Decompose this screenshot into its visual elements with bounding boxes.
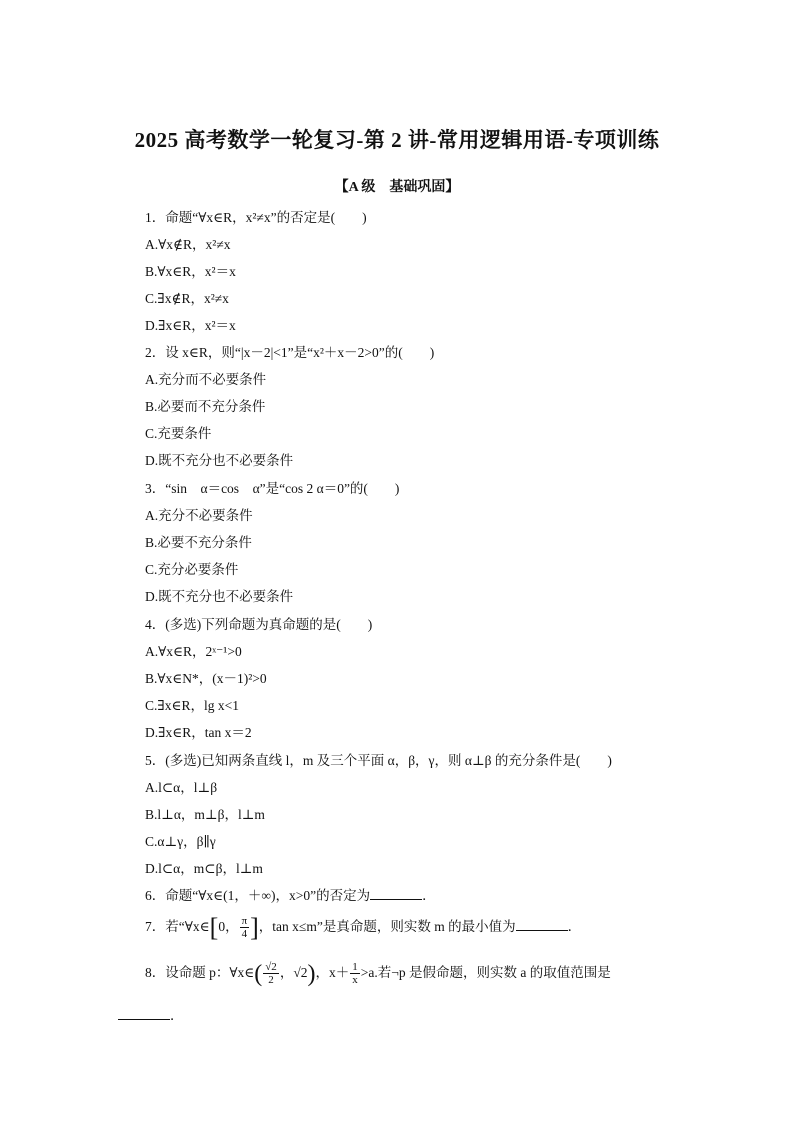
q6-answer-blank[interactable] (370, 887, 422, 900)
q4-stem: 4．(多选)下列命题为真命题的是( ) (145, 617, 373, 632)
q8-frac-den: x (352, 974, 358, 987)
q2-option-d: D.既不充分也不必要条件 (145, 453, 294, 468)
q4-option-d: D.∃x∈R，tan x＝2 (145, 725, 252, 740)
q5-stem: 5．(多选)已知两条直线 l，m 及三个平面 α，β，γ，则 α⊥β 的充分条件是( ) (145, 753, 612, 768)
q7-line (145, 912, 582, 942)
q1-option-c: C.∃x∉R，x²≠x (145, 291, 229, 306)
q5-option-b: B.l⊥α，m⊥β，l⊥m (145, 807, 265, 822)
q8-line (145, 961, 611, 986)
q8-frac-num: 1 (352, 961, 358, 974)
q6-end: ． (422, 888, 436, 903)
q1-option-b: B.∀x∈R，x²＝x (145, 264, 236, 279)
q8-right-paren: ) (307, 960, 316, 987)
q6-stem: 6．命题“∀x∈(1，＋∞)，x>0”的否定为 (145, 888, 371, 903)
q4-option-b: B.∀x∈N*，(x－1)²>0 (145, 671, 267, 686)
q1-option-a: A.∀x∉R，x²≠x (145, 237, 231, 252)
q8-comma: ， (279, 965, 294, 980)
q4-option-c: C.∃x∈R，lg x<1 (145, 698, 239, 713)
q6-line (145, 884, 436, 904)
q8-continuation (118, 1004, 184, 1024)
q2-option-a: A.充分而不必要条件 (145, 372, 267, 387)
q8-pre: 8．设命题 p：∀x∈ (145, 965, 255, 980)
q2-option-b: B.必要而不充分条件 (145, 399, 266, 414)
q7-answer-blank[interactable] (516, 918, 568, 931)
q8-mid: ，x＋ (315, 965, 350, 980)
q7-fraction (240, 915, 250, 940)
q7-zero: 0， (218, 919, 239, 934)
q3-stem: 3．“sin α＝cos α”是“cos 2 α＝0”的( ) (145, 481, 400, 496)
q8-sqrt-fraction (263, 961, 279, 986)
q7-right-bracket: ] (250, 912, 259, 942)
q8-sqrt-num: √2 (265, 961, 277, 974)
section-heading: 【A 级 基础巩固】 (334, 180, 460, 195)
q8-sqrt-den: 2 (268, 974, 274, 987)
q7-post: ，tan x≤m”是真命题，则实数 m 的最小值为 (258, 919, 516, 934)
q8-fraction (350, 961, 360, 986)
q8-left-paren: ( (254, 960, 263, 987)
q3-option-b: B.必要不充分条件 (145, 535, 252, 550)
q2-stem: 2．设 x∈R，则“|x－2|<1”是“x²＋x－2>0”的( ) (145, 345, 435, 360)
q3-option-d: D.既不充分也不必要条件 (145, 589, 294, 604)
q1-stem: 1．命题“∀x∈R，x²≠x”的否定是( ) (145, 210, 367, 225)
page-title: 2025 高考数学一轮复习-第 2 讲-常用逻辑用语-专项训练 (134, 128, 660, 152)
q7-left-bracket: [ (209, 912, 219, 942)
q8-end: ． (170, 1008, 184, 1023)
q8-post: >a.若¬p 是假命题，则实数 a 的取值范围是 (360, 965, 611, 980)
q7-end: ． (567, 919, 582, 934)
q8-sqrt2: √2 (293, 965, 308, 980)
q3-option-c: C.充分必要条件 (145, 562, 239, 577)
q7-frac-den: 4 (241, 928, 248, 941)
q7-frac-num: π (241, 915, 248, 928)
q8-answer-blank[interactable] (118, 1007, 170, 1020)
q3-option-a: A.充分不必要条件 (145, 508, 253, 523)
q5-option-c: C.α⊥γ，β∥γ (145, 834, 216, 849)
q5-option-d: D.l⊂α，m⊂β，l⊥m (145, 861, 263, 876)
q4-option-a: A.∀x∈R，2ˣ⁻¹>0 (145, 644, 242, 659)
q5-option-a: A.l⊂α，l⊥β (145, 780, 218, 795)
q7-pre: 7．若“∀x∈ (145, 919, 210, 934)
q1-option-d: D.∃x∈R，x²＝x (145, 318, 236, 333)
q2-option-c: C.充要条件 (145, 426, 212, 441)
